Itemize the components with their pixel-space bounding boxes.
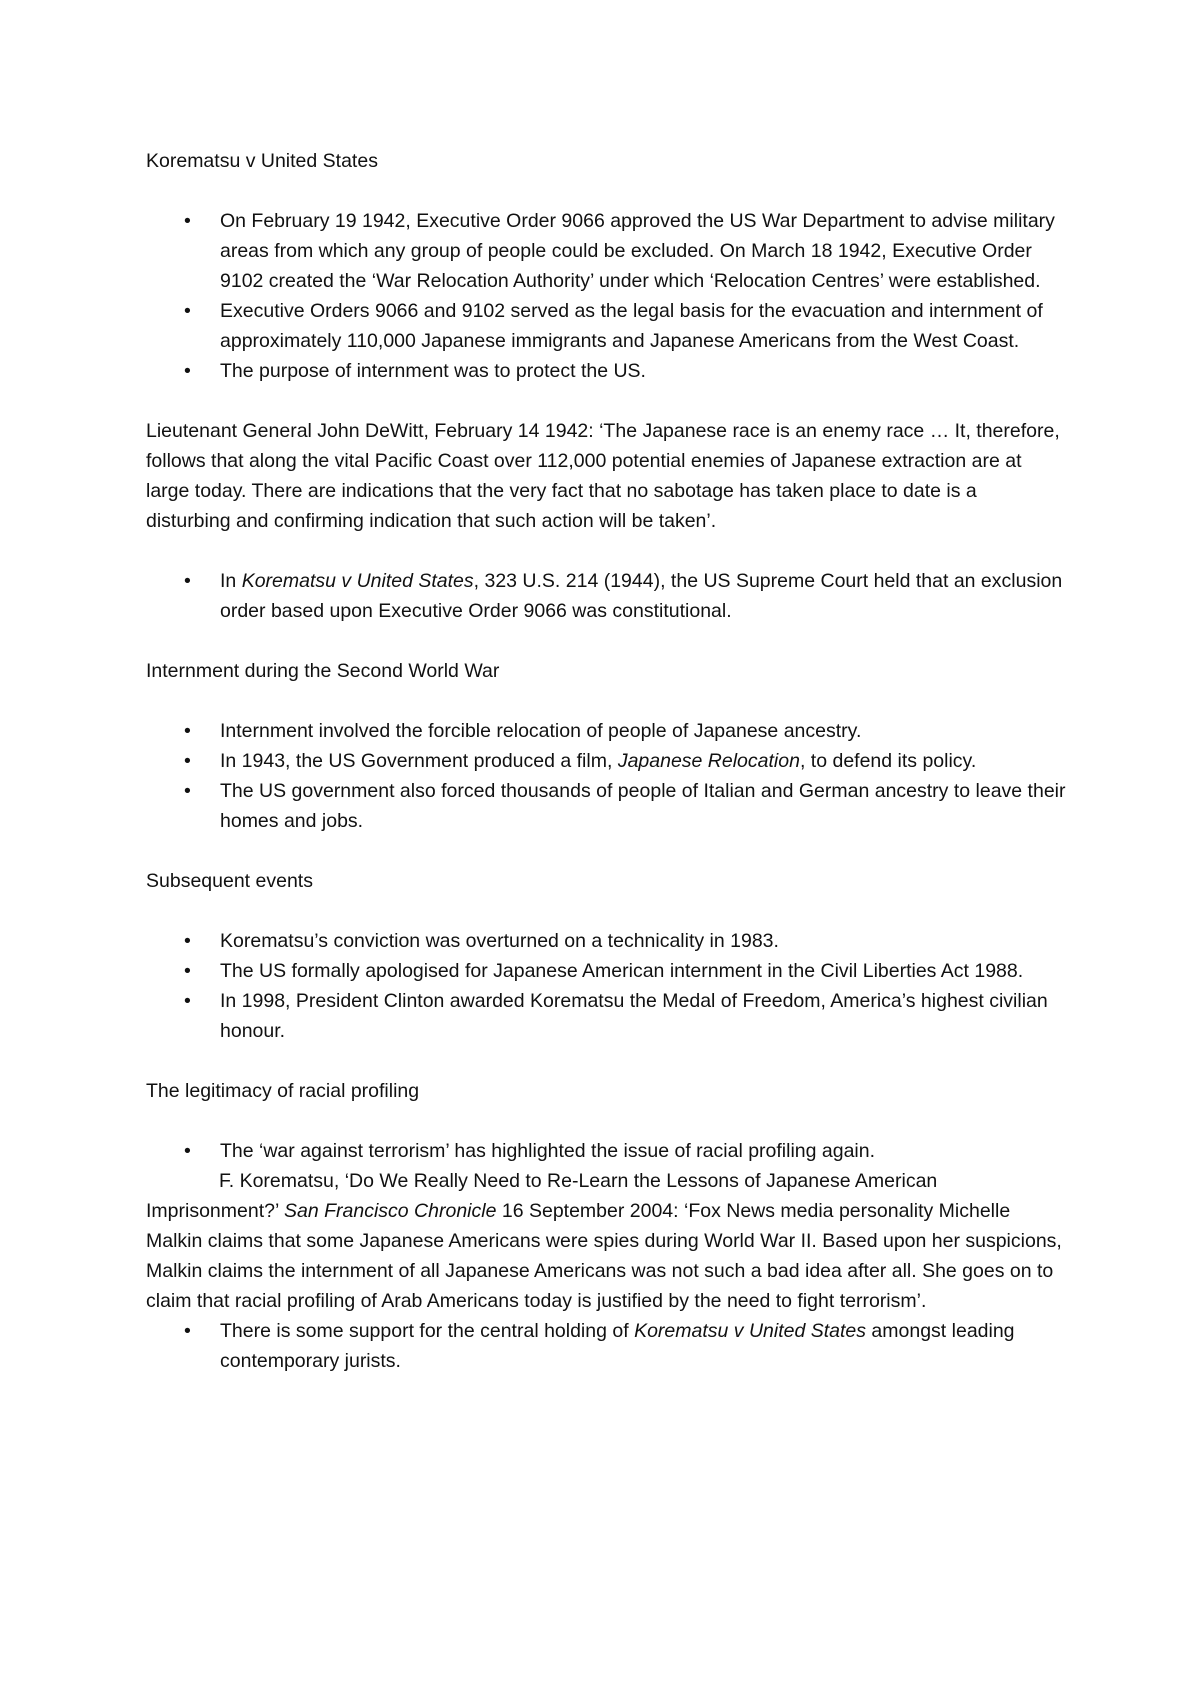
bullet-icon: •	[184, 1320, 191, 1342]
korematsu-bullet-list	[146, 206, 1066, 386]
citation-text-after: 16 September 2004: ‘Fox News media personality Michelle Malkin claims that some Japanese Americans were spies during World War II. Based upon her suspicions, Malkin claims the internment of all Japanese Americans was not such a bad idea after all. She goes on to claim that racial profiling of Arab Americans today is justified by the need to fight terrorism’.	[146, 1200, 1062, 1312]
list-item	[146, 716, 1066, 746]
subsequent-bullet-list	[146, 926, 1066, 1046]
bullet-icon: •	[184, 780, 191, 802]
case-name: Korematsu v United States	[241, 570, 474, 592]
list-item	[146, 296, 1066, 356]
list-item	[146, 566, 1066, 626]
list-item	[146, 356, 1066, 386]
case-text-after: , 323 U.S. 214 (1944), the US Supreme Court held that an exclusion order based upon Executive Order 9066 was constitutional.	[220, 570, 1063, 622]
film-title: Japanese Relocation	[617, 750, 800, 772]
bullet-icon: •	[184, 210, 191, 232]
support-text-before: There is some support for the central holding of	[220, 1320, 635, 1342]
bullet-icon: •	[184, 990, 191, 1012]
bullet-icon: •	[184, 570, 191, 592]
list-item	[146, 206, 1066, 296]
support-text-after: amongst leading contemporary jurists.	[220, 1320, 1015, 1372]
citation-source: San Francisco Chronicle	[284, 1200, 497, 1222]
list-item-text: In 1998, President Clinton awarded Korematsu the Medal of Freedom, America’s highest civilian honour.	[220, 990, 1048, 1042]
list-item	[146, 986, 1066, 1046]
citation-text-before: F. Korematsu, ‘Do We Really Need to Re-Learn the Lessons of Japanese American Imprisonment?’	[146, 1170, 938, 1222]
list-item-text: The US government also forced thousands of people of Italian and German ancestry to leave their homes and jobs.	[220, 780, 1066, 832]
internment-bullet-list	[146, 716, 1066, 836]
bullet-icon: •	[184, 720, 191, 742]
list-item	[146, 1136, 1066, 1166]
heading-racial-profiling: The legitimacy of racial profiling	[146, 1080, 420, 1102]
bullet-icon: •	[184, 960, 191, 982]
list-item	[146, 776, 1066, 836]
heading-internment: Internment during the Second World War	[146, 660, 500, 682]
list-item-text: On February 19 1942, Executive Order 9066 approved the US War Department to advise military areas from which any group of people could be excluded. On March 18 1942, Executive Order 9102 created the ‘War Relocation Authority’ under which ‘Relocation Centres’ were established.	[220, 210, 1055, 292]
list-item	[146, 1316, 1066, 1376]
list-item-text: Executive Orders 9066 and 9102 served as the legal basis for the evacuation and internment of approximately 110,000 Japanese immigrants and Japanese Americans from the West Coast.	[220, 300, 1043, 352]
list-item	[146, 956, 1066, 986]
list-item-text: Korematsu’s conviction was overturned on a technicality in 1983.	[220, 930, 779, 952]
list-item-text: Internment involved the forcible relocation of people of Japanese ancestry.	[220, 720, 862, 742]
dewitt-quote: Lieutenant General John DeWitt, February 14 1942: ‘The Japanese race is an enemy race … It, therefore, follows that along the vital Pacific Coast over 112,000 potential enemies of Japanese extraction are at large today. There are indications that the very fact that no sabotage has taken place to date is a disturbing and confirming indication that such action will be taken’.	[146, 420, 1060, 532]
document-page	[146, 146, 1066, 1376]
film-text-after: , to defend its policy.	[799, 750, 977, 772]
film-text-before: In 1943, the US Government produced a film,	[220, 750, 618, 772]
bullet-icon: •	[184, 930, 191, 952]
list-item	[146, 746, 1066, 776]
bullet-icon: •	[184, 1140, 191, 1162]
heading-korematsu: Korematsu v United States	[146, 150, 378, 172]
case-text-before: In	[220, 570, 242, 592]
case-bullet-list	[146, 566, 1066, 626]
list-item	[146, 926, 1066, 956]
heading-subsequent-events: Subsequent events	[146, 870, 313, 892]
case-name: Korematsu v United States	[634, 1320, 867, 1342]
list-item-text: The purpose of internment was to protect the US.	[220, 360, 646, 382]
profiling-bullet-list-2	[146, 1316, 1066, 1376]
bullet-icon: •	[184, 360, 191, 382]
bullet-icon: •	[184, 750, 191, 772]
bullet-icon: •	[184, 300, 191, 322]
list-item-text: The ‘war against terrorism’ has highlighted the issue of racial profiling again.	[220, 1140, 876, 1162]
korematsu-citation	[146, 1166, 1066, 1316]
profiling-bullet-list-1	[146, 1136, 1066, 1166]
list-item-text: The US formally apologised for Japanese American internment in the Civil Liberties Act 1988.	[220, 960, 1024, 982]
